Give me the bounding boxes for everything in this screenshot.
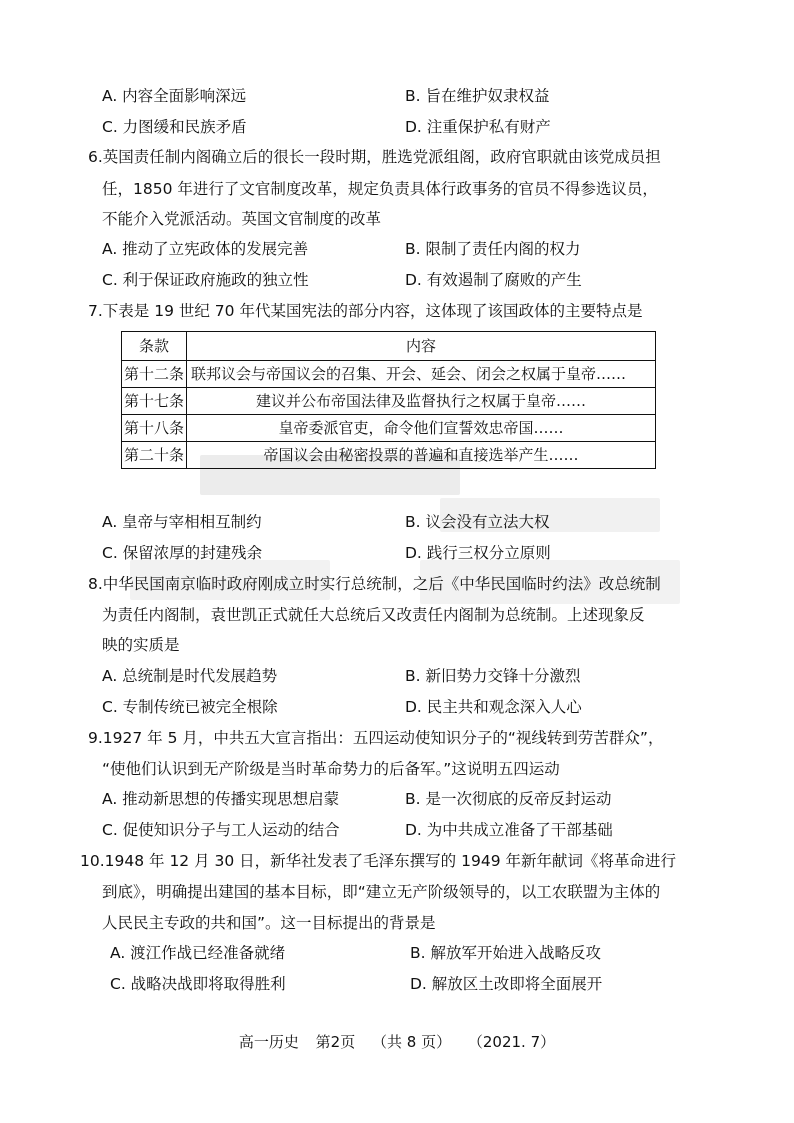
- q9-stem-line-1: 9.1927 年 5 月，中共五大宣言指出：五四运动使知识分子的“视线转到劳苦群众”，: [88, 729, 664, 747]
- q6-option-d: D. 有效遏制了腐败的产生: [405, 271, 582, 289]
- table-header-clause: 条款: [122, 332, 187, 361]
- q9-option-a: A. 推动新思想的传播实现思想启蒙: [102, 790, 340, 808]
- table-cell-content: 帝国议会由秘密投票的普遍和直接选举产生……: [187, 442, 656, 469]
- q7-option-c: C. 保留浓厚的封建残余: [102, 544, 263, 562]
- q8-option-d: D. 民主共和观念深入人心: [405, 698, 582, 716]
- q10-stem-line-3: 人民民主专政的共和国”。这一目标提出的背景是: [102, 914, 436, 932]
- q8-option-c: C. 专制传统已被完全根除: [102, 698, 278, 716]
- q8-stem-line-1: 8.中华民国南京临时政府刚成立时实行总统制，之后《中华民国临时约法》改总统制: [88, 575, 661, 593]
- constitution-table: [121, 331, 656, 469]
- q7-stem: 7.下表是 19 世纪 70 年代某国宪法的部分内容，这体现了该国政体的主要特点是: [88, 302, 643, 320]
- q9-option-d: D. 为中共成立准备了干部基础: [405, 821, 613, 839]
- footer-page: 第2页: [315, 1033, 356, 1051]
- q6-stem-line-1: 6.英国责任制内阁确立后的很长一段时期，胜选党派组阁，政府官职就由该党成员担: [88, 148, 661, 166]
- footer-total: （共 8 页）: [371, 1033, 452, 1051]
- table-row: [122, 415, 656, 442]
- q10-option-c: C. 战略决战即将取得胜利: [110, 975, 286, 993]
- q5-option-a: A. 内容全面影响深远: [102, 87, 247, 105]
- table-cell-clause: 第十七条: [122, 388, 187, 415]
- q10-option-a: A. 渡江作战已经准备就绪: [110, 944, 286, 962]
- page-footer: [0, 1031, 794, 1052]
- q5-option-c: C. 力图缓和民族矛盾: [102, 118, 247, 136]
- q10-stem-line-1: 10.1948 年 12 月 30 日，新华社发表了毛泽东撰写的 1949 年新年献词《将革命进行: [80, 852, 676, 870]
- q9-option-b: B. 是一次彻底的反帝反封运动: [405, 790, 612, 808]
- table-cell-clause: 第二十条: [122, 442, 187, 469]
- q6-stem-line-3: 不能介入党派活动。英国文官制度的改革: [102, 210, 382, 228]
- q7-option-a: A. 皇帝与宰相相互制约: [102, 513, 262, 531]
- q6-stem-line-2: 任，1850 年进行了文官制度改革，规定负责具体行政事务的官员不得参选议员，: [102, 180, 658, 198]
- table-row: [122, 442, 656, 469]
- q8-option-b: B. 新旧势力交锋十分激烈: [405, 667, 581, 685]
- q6-option-c: C. 利于保证政府施政的独立性: [102, 271, 309, 289]
- q5-option-b: B. 旨在维护奴隶权益: [405, 87, 550, 105]
- table-header-row: [122, 332, 656, 361]
- table-cell-clause: 第十二条: [122, 361, 187, 388]
- table-cell-content: 建议并公布帝国法律及监督执行之权属于皇帝……: [187, 388, 656, 415]
- q7-option-d: D. 践行三权分立原则: [405, 544, 551, 562]
- q8-stem-line-3: 映的实质是: [102, 636, 180, 654]
- q9-option-c: C. 促使知识分子与工人运动的结合: [102, 821, 340, 839]
- q9-stem-line-2: “使他们认识到无产阶级是当时革命势力的后备军。”这说明五四运动: [102, 760, 560, 778]
- footer-date: （2021. 7）: [467, 1033, 556, 1051]
- table-header-content: 内容: [187, 332, 656, 361]
- table-cell-content: 皇帝委派官吏，命令他们宣誓效忠帝国……: [187, 415, 656, 442]
- q5-option-d: D. 注重保护私有财产: [405, 118, 551, 136]
- q8-stem-line-2: 为责任内阁制，袁世凯正式就任大总统后又改责任内阁制为总统制。上述现象反: [102, 606, 645, 624]
- table-cell-clause: 第十八条: [122, 415, 187, 442]
- q8-option-a: A. 总统制是时代发展趋势: [102, 667, 278, 685]
- q6-option-a: A. 推动了立宪政体的发展完善: [102, 240, 309, 258]
- footer-subject: 高一历史: [238, 1033, 299, 1051]
- table-row: [122, 388, 656, 415]
- q10-option-d: D. 解放区土改即将全面展开: [410, 975, 603, 993]
- q10-option-b: B. 解放军开始进入战略反攻: [410, 944, 601, 962]
- q10-stem-line-2: 到底》，明确提出建国的基本目标，即“建立无产阶级领导的，以工农联盟为主体的: [102, 883, 661, 901]
- table-cell-content: 联邦议会与帝国议会的召集、开会、延会、闭会之权属于皇帝……: [187, 361, 656, 388]
- q6-option-b: B. 限制了责任内阁的权力: [405, 240, 581, 258]
- q7-option-b: B. 议会没有立法大权: [405, 513, 550, 531]
- table-row: [122, 361, 656, 388]
